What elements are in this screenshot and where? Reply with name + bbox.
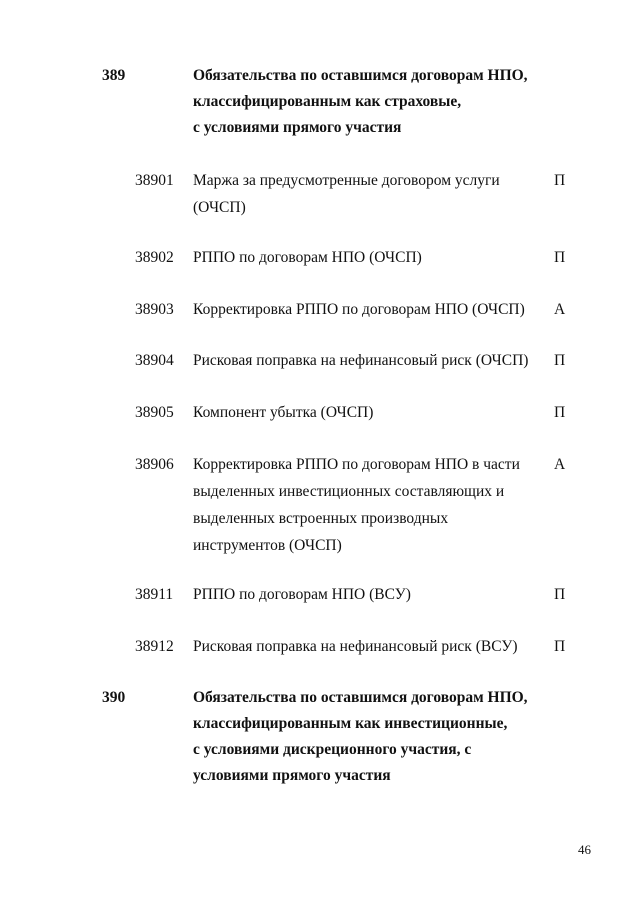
section-title-line: Обязательства по оставшимся договорам НПО, [193, 689, 528, 706]
account-name [193, 633, 538, 660]
account-name [193, 167, 538, 221]
account-name-line: выделенных встроенных производных [193, 510, 449, 527]
section-title [193, 685, 553, 789]
account-type: П [554, 249, 566, 266]
account-name-line: Корректировка РППО по договорам НПО (ОЧСП) [193, 301, 525, 318]
account-code: 38902 [135, 249, 174, 266]
account-type: А [554, 456, 566, 473]
section-title-line: с условиями прямого участия [193, 119, 402, 136]
account-name-line: РППО по договорам НПО (ВСУ) [193, 586, 411, 603]
account-name-line: Маржа за предусмотренные договором услуги [193, 172, 500, 189]
account-type: А [554, 301, 566, 318]
section-code: 390 [102, 689, 126, 706]
account-name-line: Корректировка РППО по договорам НПО в части [193, 456, 520, 473]
account-type: П [554, 404, 566, 421]
account-name-line: Рисковая поправка на нефинансовый риск (ОЧСП) [193, 352, 529, 369]
account-name [193, 244, 538, 271]
account-name-line: РППО по договорам НПО (ОЧСП) [193, 249, 422, 266]
account-name [193, 451, 538, 559]
account-type: П [554, 172, 566, 189]
section-title-line: классифицированным как страховые, [193, 93, 462, 110]
account-code: 38903 [135, 301, 174, 318]
account-name-line: инструментов (ОЧСП) [193, 537, 342, 554]
section-title-line: Обязательства по оставшимся договорам НПО, [193, 67, 528, 84]
account-code: 38901 [135, 172, 174, 189]
account-name [193, 296, 538, 323]
section-title-line: с условиями дискреционного участия, с [193, 741, 472, 758]
account-code: 38904 [135, 352, 174, 369]
account-code: 38906 [135, 456, 174, 473]
account-type: П [554, 638, 566, 655]
section-title [193, 63, 553, 141]
account-code: 38912 [135, 638, 174, 655]
account-type: П [554, 352, 566, 369]
account-name [193, 581, 538, 608]
section-title-line: условиями прямого участия [193, 767, 391, 784]
account-name-line: (ОЧСП) [193, 199, 246, 216]
page-number: 46 [578, 842, 591, 857]
account-name-line: Рисковая поправка на нефинансовый риск (ВСУ) [193, 638, 518, 655]
section-title-line: классифицированным как инвестиционные, [193, 715, 508, 732]
account-type: П [554, 586, 566, 603]
section-code: 389 [102, 67, 126, 84]
account-name-line: выделенных инвестиционных составляющих и [193, 483, 505, 500]
account-name [193, 347, 538, 374]
account-code: 38905 [135, 404, 174, 421]
account-name-line: Компонент убытка (ОЧСП) [193, 404, 374, 421]
account-code: 38911 [135, 586, 174, 603]
account-name [193, 399, 538, 426]
